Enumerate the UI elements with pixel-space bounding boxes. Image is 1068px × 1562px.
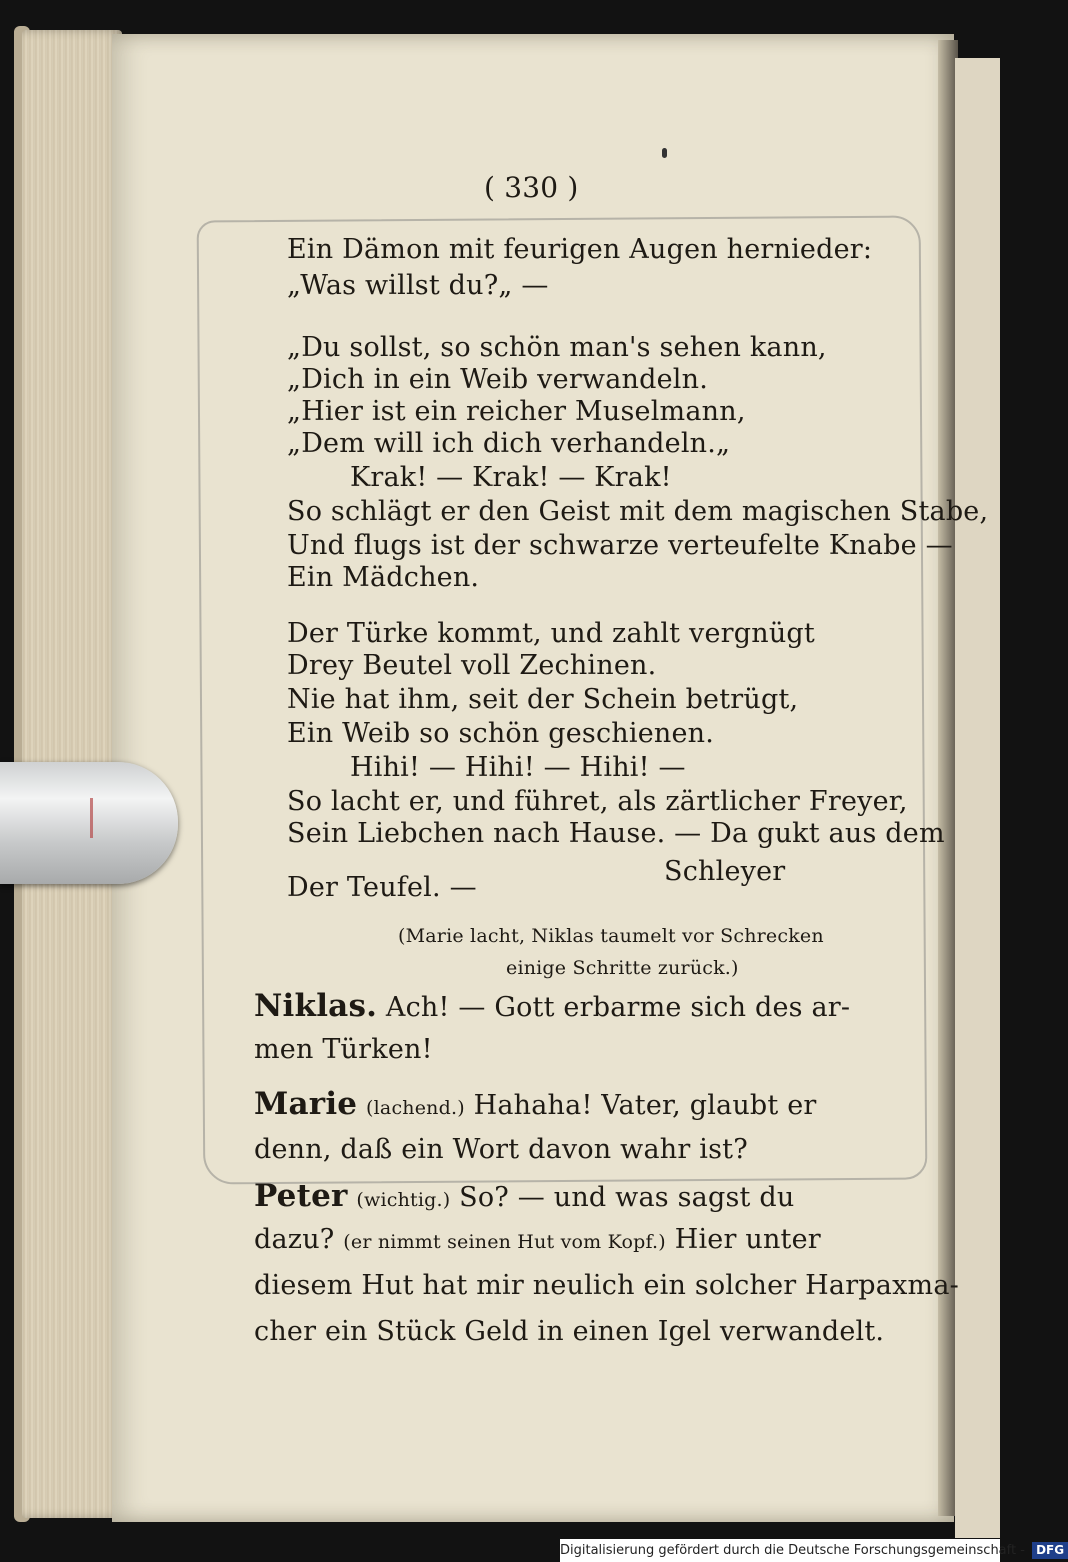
dialogue-line-peter [254, 1180, 794, 1216]
verse-line: „Dem will ich dich verhandeln.„ [287, 428, 731, 459]
dfg-logo: DFG [1032, 1542, 1068, 1559]
dialogue-line-marie [254, 1088, 817, 1124]
bookmark-clip [0, 762, 178, 884]
verse-line: „Dich in ein Weib verwandeln. [287, 364, 708, 395]
digitization-footer [560, 1539, 1065, 1562]
verse-line: Der Türke kommt, und zahlt vergnügt [287, 618, 815, 649]
stage-direction: (er nimmt seinen Hut vom Kopf.) [343, 1231, 666, 1253]
verse-line: So lacht er, und führet, als zärtlicher Freyer, [287, 786, 908, 817]
footer-text: Digitalisierung gefördert durch die Deutsche Forschungsgemeinschaft - [560, 1543, 1025, 1558]
verse-line: Ein Mädchen. [287, 562, 480, 593]
stage-direction: (Marie lacht, Niklas taumelt vor Schrecken [398, 925, 824, 947]
stage-direction: (lachend.) [366, 1097, 465, 1119]
speaker-peter: Peter [254, 1178, 348, 1214]
verse-line: Krak! — Krak! — Krak! [350, 462, 672, 493]
dialogue-text: So? — und was sagst du [459, 1182, 795, 1213]
stage-direction: (wichtig.) [356, 1189, 451, 1211]
verse-line: Hihi! — Hihi! — Hihi! — [350, 752, 686, 783]
dialogue-text: cher ein Stück Geld in einen Igel verwandelt. [254, 1316, 885, 1347]
verse-line: So schlägt er den Geist mit dem magischen Stabe, [287, 496, 989, 527]
speaker-marie: Marie [254, 1086, 358, 1122]
verse-line: Und flugs ist der schwarze verteufelte Knabe — [287, 530, 953, 561]
verse-line: Ein Dämon mit feurigen Augen hernieder: [287, 234, 873, 265]
dialogue-text: Ach! — Gott erbarme sich des ar- [385, 992, 851, 1023]
dialogue-text: diesem Hut hat mir neulich ein solcher Harpaxma- [254, 1270, 959, 1301]
verse-line: „Du sollst, so schön man's sehen kann, [287, 332, 827, 363]
dialogue-text: denn, daß ein Wort davon wahr ist? [254, 1134, 748, 1165]
dialogue-text: men Türken! [254, 1034, 433, 1065]
dialogue-line-peter-2 [254, 1224, 821, 1258]
stage-direction: einige Schritte zurück.) [506, 957, 739, 979]
page-number: ( 330 ) [484, 171, 579, 204]
verse-line: Ein Weib so schön geschienen. [287, 718, 715, 749]
speaker-niklas: Niklas. [254, 988, 378, 1024]
verse-line: Sein Liebchen nach Hause. — Da gukt aus dem [287, 818, 945, 849]
verse-line: Nie hat ihm, seit der Schein betrügt, [287, 684, 799, 715]
dialogue-line-niklas [254, 990, 850, 1024]
dialogue-text: dazu? [254, 1224, 335, 1255]
dialogue-text: Hahaha! Vater, glaubt er [473, 1090, 817, 1121]
verse-line: „Hier ist ein reicher Muselmann, [287, 396, 746, 427]
verse-line: „Was willst du?„ — [287, 270, 549, 301]
dialogue-text: Hier unter [674, 1224, 821, 1255]
verse-line: Schleyer [664, 856, 786, 887]
verse-line: Der Teufel. — [287, 872, 477, 903]
verse-line: Drey Beutel voll Zechinen. [287, 650, 657, 681]
